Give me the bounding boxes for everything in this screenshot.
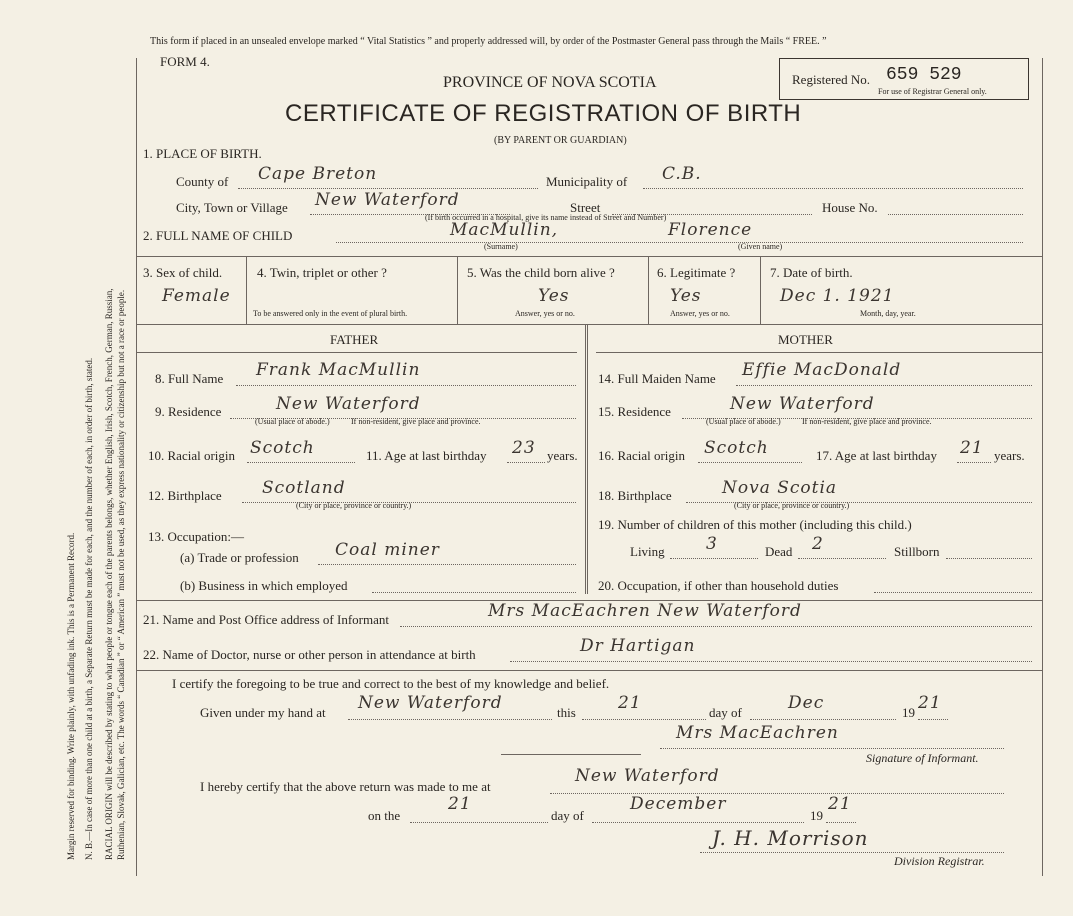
father-residence-note: (Usual place of abode.) <box>255 417 330 426</box>
rule-details-top <box>137 256 1042 257</box>
certify-day-line <box>582 719 706 720</box>
mother-living-label: Living <box>630 544 665 559</box>
county-label: County of <box>176 174 229 189</box>
registrar-day-line <box>410 822 548 823</box>
registrar-day-of-label: day of <box>551 808 584 823</box>
mother-dead-label: Dead <box>765 544 793 559</box>
registrar-year-value[interactable]: 21 <box>828 794 852 814</box>
mother-living-line <box>670 558 758 559</box>
sex-value[interactable]: Female <box>162 286 231 306</box>
given-caption: (Given name) <box>738 242 783 251</box>
certify-year-prefix: 19 <box>902 705 915 720</box>
legit-label: 6. Legitimate ? <box>657 265 736 280</box>
divider-1 <box>246 256 247 324</box>
certify-month-line <box>750 719 896 720</box>
city-value[interactable]: New Waterford <box>315 190 460 210</box>
registrar-year-line <box>826 822 856 823</box>
father-racial-label: 10. Racial origin <box>148 448 236 463</box>
registrar-on-label: on the <box>368 808 401 823</box>
mother-stillborn-line <box>946 558 1032 559</box>
mother-name-value[interactable]: Effie MacDonald <box>742 360 902 380</box>
father-name-value[interactable]: Frank MacMullin <box>256 360 421 380</box>
father-years-label: years. <box>547 448 578 463</box>
dob-label: 7. Date of birth. <box>770 265 853 280</box>
divider-2 <box>457 256 458 324</box>
mother-birthplace-note: (City or place, province or country.) <box>734 501 850 510</box>
informant-value[interactable]: Mrs MacEachren New Waterford <box>488 601 802 621</box>
margin-note-3: RACIAL ORIGIN will be described by stating to what people or tongue each of the parents belongs, whether English, Irish, Scotch, French, German, Russian, <box>104 288 114 860</box>
mother-living-value[interactable]: 3 <box>706 534 718 554</box>
mother-name-line <box>736 385 1032 386</box>
informant-line <box>400 626 1032 627</box>
municipality-label: Municipality of <box>546 174 628 189</box>
mother-children-label: 19. Number of children of this mother (including this child.) <box>598 517 912 532</box>
legit-value[interactable]: Yes <box>670 286 702 306</box>
mother-residence-note: (Usual place of abode.) <box>706 417 781 426</box>
certify-day-value[interactable]: 21 <box>618 693 642 713</box>
house-label: House No. <box>822 200 878 215</box>
rule-details-bottom <box>137 324 1042 325</box>
this-label: this <box>557 705 576 720</box>
father-birthplace-note: (City or place, province or country.) <box>296 501 412 510</box>
mother-age-label: 17. Age at last birthday <box>816 448 937 463</box>
alive-label: 5. Was the child born alive ? <box>467 265 615 280</box>
margin-note-2: N. B.—In case of more than one child at a birth, a Separate Return must be made for each, and the number of each, in order of birth, stated. <box>84 357 94 860</box>
alive-value[interactable]: Yes <box>538 286 570 306</box>
informant-signature-caption: Signature of Informant. <box>866 751 979 765</box>
father-birthplace-label: 12. Birthplace <box>148 488 222 503</box>
surname-caption: (Surname) <box>484 242 518 251</box>
registrar-day-value[interactable]: 21 <box>448 794 472 814</box>
given-place-line <box>348 719 552 720</box>
father-heading-rule <box>137 352 577 353</box>
informant-signature[interactable]: Mrs MacEachren <box>676 723 839 743</box>
father-residence-value[interactable]: New Waterford <box>276 394 421 414</box>
mother-dead-line <box>798 558 886 559</box>
county-line <box>238 188 538 189</box>
registered-number: 659 529 <box>886 65 962 85</box>
house-line <box>888 214 1023 215</box>
certify-month-value[interactable]: Dec <box>788 693 825 713</box>
registrar-signature[interactable]: J. H. Morrison <box>712 826 869 850</box>
father-heading: FATHER <box>330 332 379 347</box>
registered-label: Registered No. <box>792 72 870 87</box>
place-heading: 1. PLACE OF BIRTH. <box>143 146 262 161</box>
father-residence-note2: If non-resident, give place and province. <box>351 417 481 426</box>
page-subtitle: (BY PARENT OR GUARDIAN) <box>494 135 627 146</box>
city-label: City, Town or Village <box>176 200 288 215</box>
province-heading: PROVINCE OF NOVA SCOTIA <box>443 74 657 91</box>
mother-name-label: 14. Full Maiden Name <box>598 371 716 386</box>
form-left-border <box>136 58 137 876</box>
certify-year-value[interactable]: 21 <box>918 693 942 713</box>
street-label: Street <box>570 200 601 215</box>
divider-3 <box>648 256 649 324</box>
father-name-label: 8. Full Name <box>155 371 224 386</box>
short-rule <box>501 754 641 755</box>
registrar-month-value[interactable]: December <box>630 794 727 814</box>
mother-occupation-line <box>874 592 1032 593</box>
municipality-line <box>643 188 1023 189</box>
father-name-line <box>236 385 576 386</box>
mother-stillborn-label: Stillborn <box>894 544 940 559</box>
father-business-label: (b) Business in which employed <box>180 578 348 593</box>
informant-signature-line <box>660 748 1004 749</box>
mother-occupation-label: 20. Occupation, if other than household duties <box>598 578 839 593</box>
registrar-signature-line <box>700 852 1004 853</box>
mother-age-line <box>957 462 991 463</box>
father-trade-line <box>318 564 576 565</box>
certify-statement: I certify the foregoing to be true and correct to the best of my knowledge and belief. <box>172 676 610 691</box>
rule-certify-top <box>137 670 1042 671</box>
form-right-border <box>1042 58 1043 876</box>
child-given-name[interactable]: Florence <box>668 220 753 240</box>
legit-note: Answer, yes or no. <box>670 309 730 318</box>
child-surname[interactable]: MacMullin, <box>450 220 559 240</box>
mother-residence-label: 15. Residence <box>598 404 671 419</box>
margin-note-1: Margin reserved for binding. Write plainly, with unfading ink. This is a Permanent Record. <box>66 532 76 860</box>
mother-birthplace-value[interactable]: Nova Scotia <box>722 478 838 498</box>
father-occupation-label: 13. Occupation:— <box>148 529 245 544</box>
twin-label: 4. Twin, triplet or other ? <box>257 265 387 280</box>
doctor-label: 22. Name of Doctor, nurse or other person in attendance at birth <box>143 647 476 662</box>
margin-notes <box>0 0 140 916</box>
doctor-value[interactable]: Dr Hartigan <box>580 636 696 656</box>
registrar-caption: Division Registrar. <box>894 854 985 868</box>
margin-note-4: Ruthenian, Slovak, Galician, etc. The words “ Canadian ” or “ American ” must not be used, as they express nationality or citizenship but not a race or people. <box>116 289 126 860</box>
mother-dead-value[interactable]: 2 <box>812 534 824 554</box>
sex-label: 3. Sex of child. <box>143 265 223 280</box>
mother-racial-line <box>698 462 802 463</box>
certify-year-line <box>918 719 948 720</box>
certify-day-of-label: day of <box>709 705 742 720</box>
registrar-statement: I hereby certify that the above return was made to me at <box>200 779 491 794</box>
mother-racial-label: 16. Racial origin <box>598 448 686 463</box>
informant-label: 21. Name and Post Office address of Informant <box>143 612 389 627</box>
father-trade-value[interactable]: Coal miner <box>335 540 440 560</box>
father-age-label: 11. Age at last birthday <box>366 448 487 463</box>
doctor-line <box>510 661 1032 662</box>
registered-note: For use of Registrar General only. <box>878 87 987 96</box>
mother-years-label: years. <box>994 448 1025 463</box>
father-business-line <box>372 592 576 593</box>
father-racial-line <box>247 462 355 463</box>
alive-note: Answer, yes or no. <box>515 309 575 318</box>
mother-birthplace-label: 18. Birthplace <box>598 488 672 503</box>
county-value[interactable]: Cape Breton <box>258 164 378 184</box>
hospital-note: (If birth occurred in a hospital, give its name instead of Street and Number) <box>425 213 667 222</box>
registration-box <box>779 58 1029 100</box>
municipality-value[interactable]: C.B. <box>662 164 702 184</box>
registrar-month-line <box>592 822 804 823</box>
form-number: FORM 4. <box>160 54 210 69</box>
given-place-value[interactable]: New Waterford <box>358 693 503 713</box>
mother-residence-note2: If non-resident, give place and province. <box>802 417 932 426</box>
father-racial-value[interactable]: Scotch <box>250 438 315 458</box>
mother-residence-value[interactable]: New Waterford <box>730 394 875 414</box>
top-notice: This form if placed in an unsealed envelope marked “ Vital Statistics ” and properly addressed will, by order of the Postmaster General pass through the Mails “ FREE. ” <box>150 36 827 47</box>
mother-age-value[interactable]: 21 <box>960 438 984 458</box>
registrar-place-value[interactable]: New Waterford <box>575 766 720 786</box>
given-label: Given under my hand at <box>200 705 326 720</box>
mother-racial-value[interactable]: Scotch <box>704 438 769 458</box>
mother-heading: MOTHER <box>778 332 833 347</box>
mother-heading-rule <box>596 352 1042 353</box>
parents-divider <box>585 324 588 594</box>
father-age-line <box>507 462 545 463</box>
child-name-line <box>336 242 1023 243</box>
dob-value[interactable]: Dec 1. 1921 <box>780 286 895 306</box>
father-birthplace-value[interactable]: Scotland <box>262 478 346 498</box>
registrar-place-line <box>550 793 1004 794</box>
page-title: CERTIFICATE OF REGISTRATION OF BIRTH <box>285 100 802 127</box>
father-residence-label: 9. Residence <box>155 404 222 419</box>
twin-note: To be answered only in the event of plural birth. <box>253 309 408 318</box>
dob-note: Month, day, year. <box>860 309 916 318</box>
father-age-value[interactable]: 23 <box>512 438 536 458</box>
child-name-label: 2. FULL NAME OF CHILD <box>143 228 293 243</box>
registrar-year-prefix: 19 <box>810 808 823 823</box>
father-trade-label: (a) Trade or profession <box>180 550 299 565</box>
divider-4 <box>760 256 761 324</box>
